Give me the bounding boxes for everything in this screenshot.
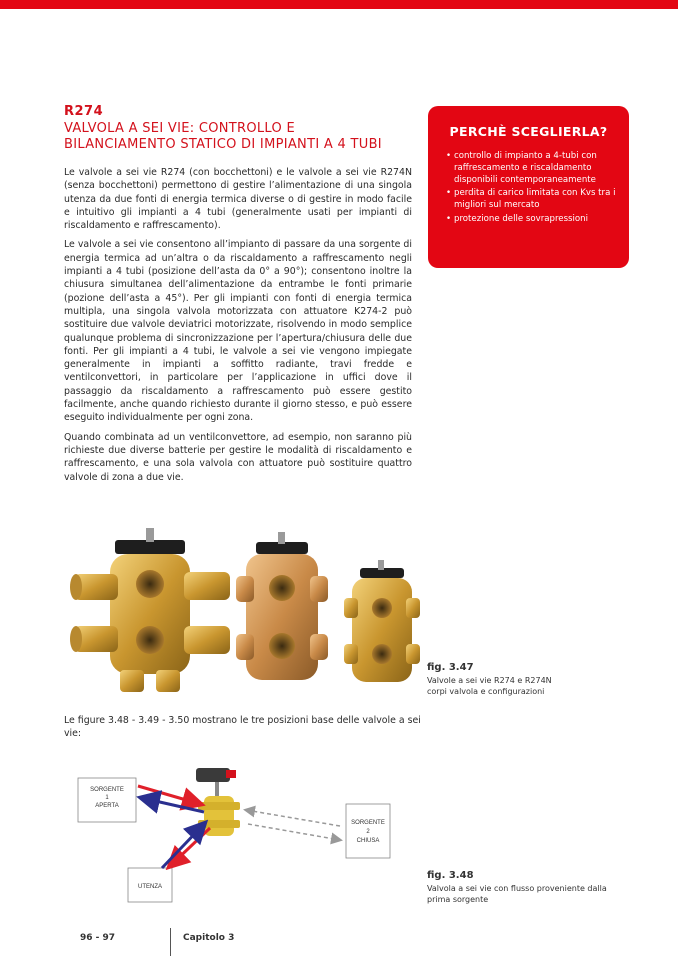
valve-r274n-small — [344, 560, 420, 682]
title-line-1: VALVOLA A SEI VIE: CONTROLLO E — [64, 121, 295, 136]
flow-diagram — [70, 758, 410, 908]
fig-3-47-caption — [427, 662, 552, 697]
paragraph-3: Quando combinata ad un ventilconvettore, ad esempio, non saranno più richieste due diverse batterie per gestire le modalità di riscaldamento e raffrescamento, e una sola valvola con attuatore può sostituire quattro valvole di zona a due vie. — [64, 431, 412, 483]
source-2-line-2: 2 — [366, 829, 370, 835]
source-1-line-3: APERTA — [95, 803, 119, 809]
paragraph-2: Le valvole a sei vie consentono all’impianto di passare da una sorgente di energia termica ad un’altra o da riscaldamento a raffrescamento negli impianti a 4 tubi (posizione dell’asta da 0° a 90°); consentono inoltre la chiusura simultanea dell’alimentazione da entrambe le fonti primarie (pozione dell’asta a 45°). Per gli impianti con fonti di energia termica multipla, una singola valvola motorizzata con attuatore K274-2 può sostituire due valvole deviatrici motorizzate, risolvendo in modo semplice qualunque problema di sincronizzazione per l’apertura/chiusura delle due fonti. Per gli impianti a 4 tubi, le valvole a sei vie vengono impiegate generalmente in impianti a soffitto radiante, travi fredde e ventilconvettori, in particolare per l’applicazione in uffici dove il passaggio da riscaldamento a raffrescamento può essere gestito facilmente, anche quando richiesto durante il giorno stesso, e può essere eseguito individualmente per ogni zona. — [64, 239, 412, 424]
valves-photo — [60, 522, 430, 702]
source-2-line-3: CHIUSA — [356, 838, 380, 844]
arrow-from-user — [162, 824, 204, 868]
benefits-list — [446, 151, 624, 228]
page-title — [64, 121, 424, 153]
why-choose-box — [428, 106, 629, 268]
page-number: 96 - 97 — [80, 933, 116, 943]
user-label: UTENZA — [138, 884, 162, 890]
fig-3-48-line-2: prima sorgente — [427, 895, 489, 904]
top-red-bar — [0, 0, 678, 9]
benefit-item: • perdita di carico limitata con Kvs tra i migliori sul mercato — [446, 188, 624, 212]
valve-r274-large — [70, 528, 230, 692]
figures-intro: Le figure 3.48 - 3.49 - 3.50 mostrano le tre posizioni base delle valvole a sei vie: — [64, 715, 421, 739]
source-2-line-1: SORGENTE — [351, 820, 385, 826]
arrow-return-out — [142, 798, 204, 812]
fig-3-48-caption — [427, 870, 607, 905]
fig-3-48-line-1: Valvola a sei vie con flusso proveniente dalla — [427, 884, 607, 893]
footer-divider — [170, 928, 171, 956]
arrow-to-user — [170, 828, 210, 866]
fig-3-47-line-2: corpi valvola e configurazioni — [427, 687, 545, 696]
title-line-2: BILANCIAMENTO STATICO DI IMPIANTI A 4 TUBI — [64, 137, 382, 152]
source-1-line-1: SORGENTE — [90, 787, 124, 793]
arrow-supply-in — [138, 786, 200, 804]
why-choose-title: PERCHÈ SCEGLIERLA? — [449, 124, 608, 139]
product-code: R274 — [64, 104, 104, 119]
benefit-item: • protezione delle sovrapressioni — [446, 214, 624, 226]
benefit-item: • controllo di impianto a 4-tubi con raffrescamento e riscaldamento disponibili contemporaneamente — [446, 151, 624, 186]
body-text — [64, 166, 412, 490]
fig-3-47-label: fig. 3.47 — [427, 662, 474, 673]
source-1-line-2: 1 — [105, 795, 109, 801]
fig-3-47-line-1: Valvole a sei vie R274 e R274N — [427, 676, 552, 685]
paragraph-1: Le valvole a sei vie R274 (con bocchettoni) e le valvole a sei vie R274N (senza bocchettoni) permettono di gestire l’alimentazione di una singola utenza da due fonti di energia termica diverse o di gestire in modo facile e intuitivo gli impianti a 4 tubi (generalmente usati per impianti di riscaldamento e raffrescamento). — [64, 167, 412, 232]
valve-r274n-medium — [236, 532, 328, 680]
arrow-closed-2 — [248, 824, 340, 840]
arrow-closed-1 — [246, 810, 340, 826]
chapter-label: Capitolo 3 — [183, 933, 235, 943]
fig-3-48-label: fig. 3.48 — [427, 870, 474, 881]
